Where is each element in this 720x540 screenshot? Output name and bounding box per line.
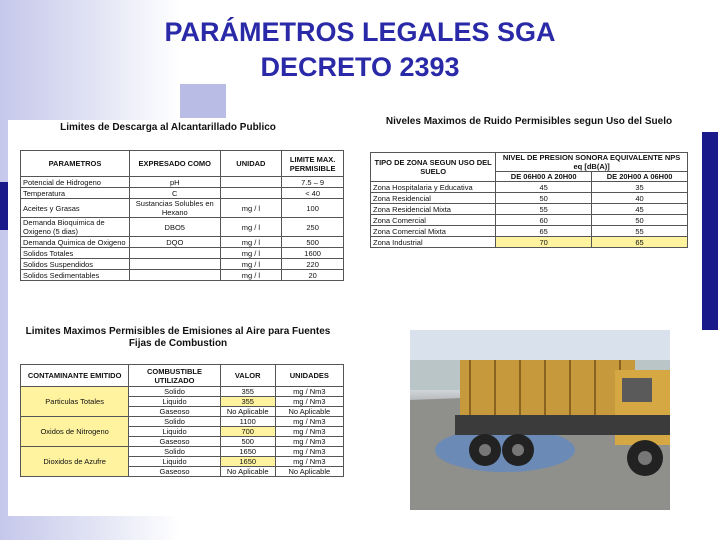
ruido-cell: 70 xyxy=(496,237,592,248)
decorative-bar-left xyxy=(0,182,8,230)
descarga-cell: < 40 xyxy=(282,188,344,199)
descarga-row xyxy=(21,188,344,199)
descarga-header: LIMITE MAX. PERMISIBLE xyxy=(282,151,344,177)
descarga-cell: Demanda Bioquimica de Oxigeno (5 dias) xyxy=(21,218,130,237)
descarga-cell: 250 xyxy=(282,218,344,237)
descarga-row xyxy=(21,237,344,248)
slide-title-line1: PARÁMETROS LEGALES SGA xyxy=(164,17,556,47)
descarga-cell: mg / l xyxy=(220,248,282,259)
ruido-row xyxy=(371,237,688,248)
ruido-cell: 50 xyxy=(592,215,688,226)
emisiones-cell: 1650 xyxy=(220,457,275,467)
ruido-cell: 65 xyxy=(592,237,688,248)
emisiones-cell: mg / Nm3 xyxy=(275,397,343,407)
ruido-header-night: DE 20H00 A 06H00 xyxy=(592,172,688,182)
descarga-row xyxy=(21,259,344,270)
descarga-cell: mg / l xyxy=(220,218,282,237)
descarga-row xyxy=(21,199,344,218)
descarga-cell: mg / l xyxy=(220,259,282,270)
descarga-title: Limites de Descarga al Alcantarillado Publico xyxy=(60,122,276,133)
emisiones-cell: mg / Nm3 xyxy=(275,457,343,467)
emisiones-header: CONTAMINANTE EMITIDO xyxy=(21,365,129,387)
emisiones-header: UNIDADES xyxy=(275,365,343,387)
ruido-cell: Zona Comercial xyxy=(371,215,496,226)
descarga-cell: Solidos Totales xyxy=(21,248,130,259)
descarga-cell: DQO xyxy=(130,237,221,248)
emisiones-cell: No Aplicable xyxy=(220,407,275,417)
descarga-cell: 500 xyxy=(282,237,344,248)
descarga-cell: mg / l xyxy=(220,270,282,281)
ruido-cell: 55 xyxy=(496,204,592,215)
ruido-row xyxy=(371,226,688,237)
ruido-row xyxy=(371,182,688,193)
ruido-cell: 45 xyxy=(496,182,592,193)
ruido-row xyxy=(371,204,688,215)
emisiones-cell: Gaseoso xyxy=(129,467,221,477)
emisiones-cell: mg / Nm3 xyxy=(275,447,343,457)
descarga-cell: Demanda Quimica de Oxigeno xyxy=(21,237,130,248)
ruido-cell: 40 xyxy=(592,193,688,204)
decorative-square xyxy=(180,84,226,118)
ruido-panel xyxy=(366,112,692,320)
ruido-cell: 55 xyxy=(592,226,688,237)
descarga-table xyxy=(20,150,344,281)
emisiones-pollutant: Oxidos de Nitrogeno xyxy=(21,417,129,447)
descarga-cell xyxy=(220,177,282,188)
descarga-cell: Sustancias Solubles en Hexano xyxy=(130,199,221,218)
descarga-cell: mg / l xyxy=(220,199,282,218)
descarga-row xyxy=(21,177,344,188)
emisiones-cell: Liquido xyxy=(129,427,221,437)
decorative-bar-right xyxy=(702,132,718,330)
ruido-cell: Zona Comercial Mixta xyxy=(371,226,496,237)
descarga-cell xyxy=(130,270,221,281)
descarga-cell: mg / l xyxy=(220,237,282,248)
ruido-cell: 50 xyxy=(496,193,592,204)
descarga-cell xyxy=(130,259,221,270)
descarga-cell: 20 xyxy=(282,270,344,281)
emisiones-cell: Liquido xyxy=(129,457,221,467)
descarga-cell: 100 xyxy=(282,199,344,218)
emisiones-cell: No Aplicable xyxy=(275,467,343,477)
emisiones-cell: No Aplicable xyxy=(220,467,275,477)
descarga-header: EXPRESADO COMO xyxy=(130,151,221,177)
descarga-header: PARAMETROS xyxy=(21,151,130,177)
ruido-header-zone: TIPO DE ZONA SEGUN USO DEL SUELO xyxy=(371,153,496,182)
truck-illustration xyxy=(410,330,670,510)
emisiones-row xyxy=(21,417,344,427)
emisiones-cell: Solido xyxy=(129,447,221,457)
emisiones-cell: Solido xyxy=(129,387,221,397)
descarga-cell: pH xyxy=(130,177,221,188)
descarga-cell: 7.5 – 9 xyxy=(282,177,344,188)
ruido-cell: 60 xyxy=(496,215,592,226)
descarga-cell: Potencial de Hidrogeno xyxy=(21,177,130,188)
emisiones-pollutant: Dioxidos de Azufre xyxy=(21,447,129,477)
emisiones-cell: Liquido xyxy=(129,397,221,407)
descarga-row xyxy=(21,248,344,259)
emisiones-pollutant: Particulas Totales xyxy=(21,387,129,417)
emisiones-row xyxy=(21,447,344,457)
ruido-cell: 35 xyxy=(592,182,688,193)
emisiones-header: COMBUSTIBLE UTILIZADO xyxy=(129,365,221,387)
emisiones-cell: mg / Nm3 xyxy=(275,417,343,427)
emisiones-cell: 1650 xyxy=(220,447,275,457)
descarga-cell: DBO5 xyxy=(130,218,221,237)
emisiones-cell: Gaseoso xyxy=(129,437,221,447)
ruido-cell: Zona Residencial Mixta xyxy=(371,204,496,215)
descarga-cell: Solidos Sedimentables xyxy=(21,270,130,281)
descarga-cell xyxy=(130,248,221,259)
descarga-header: UNIDAD xyxy=(220,151,282,177)
emisiones-table xyxy=(20,364,344,477)
ruido-header-level: NIVEL DE PRESION SONORA EQUIVALENTE NPS eq [dB(A)] xyxy=(496,153,688,172)
descarga-cell: Aceites y Grasas xyxy=(21,199,130,218)
emisiones-cell: No Aplicable xyxy=(275,407,343,417)
emisiones-header: VALOR xyxy=(220,365,275,387)
emisiones-cell: 355 xyxy=(220,397,275,407)
ruido-header-day: DE 06H00 A 20H00 xyxy=(496,172,592,182)
slide-title-line2: DECRETO 2393 xyxy=(260,52,460,82)
ruido-title: Niveles Maximos de Ruido Permisibles segun Uso del Suelo xyxy=(385,116,673,127)
emisiones-cell: 355 xyxy=(220,387,275,397)
emisiones-cell: 500 xyxy=(220,437,275,447)
emisiones-cell: mg / Nm3 xyxy=(275,387,343,397)
tables-panel xyxy=(8,120,360,516)
emisiones-cell: 1100 xyxy=(220,417,275,427)
emisiones-cell: Gaseoso xyxy=(129,407,221,417)
ruido-row xyxy=(371,215,688,226)
ruido-cell: Zona Hospitalaria y Educativa xyxy=(371,182,496,193)
emisiones-cell: Solido xyxy=(129,417,221,427)
descarga-cell: 220 xyxy=(282,259,344,270)
ruido-row xyxy=(371,193,688,204)
descarga-row xyxy=(21,270,344,281)
emisiones-cell: 700 xyxy=(220,427,275,437)
ruido-cell: 65 xyxy=(496,226,592,237)
descarga-cell: Temperatura xyxy=(21,188,130,199)
emisiones-cell: mg / Nm3 xyxy=(275,427,343,437)
ruido-table xyxy=(370,152,688,248)
descarga-cell xyxy=(220,188,282,199)
emisiones-title: Limites Maximos Permisibles de Emisiones al Aire para Fuentes Fijas de Combustion xyxy=(25,326,331,349)
ruido-cell: Zona Industrial xyxy=(371,237,496,248)
descarga-row xyxy=(21,218,344,237)
truck-emission-photo xyxy=(410,330,670,510)
descarga-cell: C xyxy=(130,188,221,199)
emisiones-row xyxy=(21,387,344,397)
ruido-cell: 45 xyxy=(592,204,688,215)
emisiones-cell: mg / Nm3 xyxy=(275,437,343,447)
ruido-cell: Zona Residencial xyxy=(371,193,496,204)
descarga-cell: Solidos Suspendidos xyxy=(21,259,130,270)
descarga-cell: 1600 xyxy=(282,248,344,259)
